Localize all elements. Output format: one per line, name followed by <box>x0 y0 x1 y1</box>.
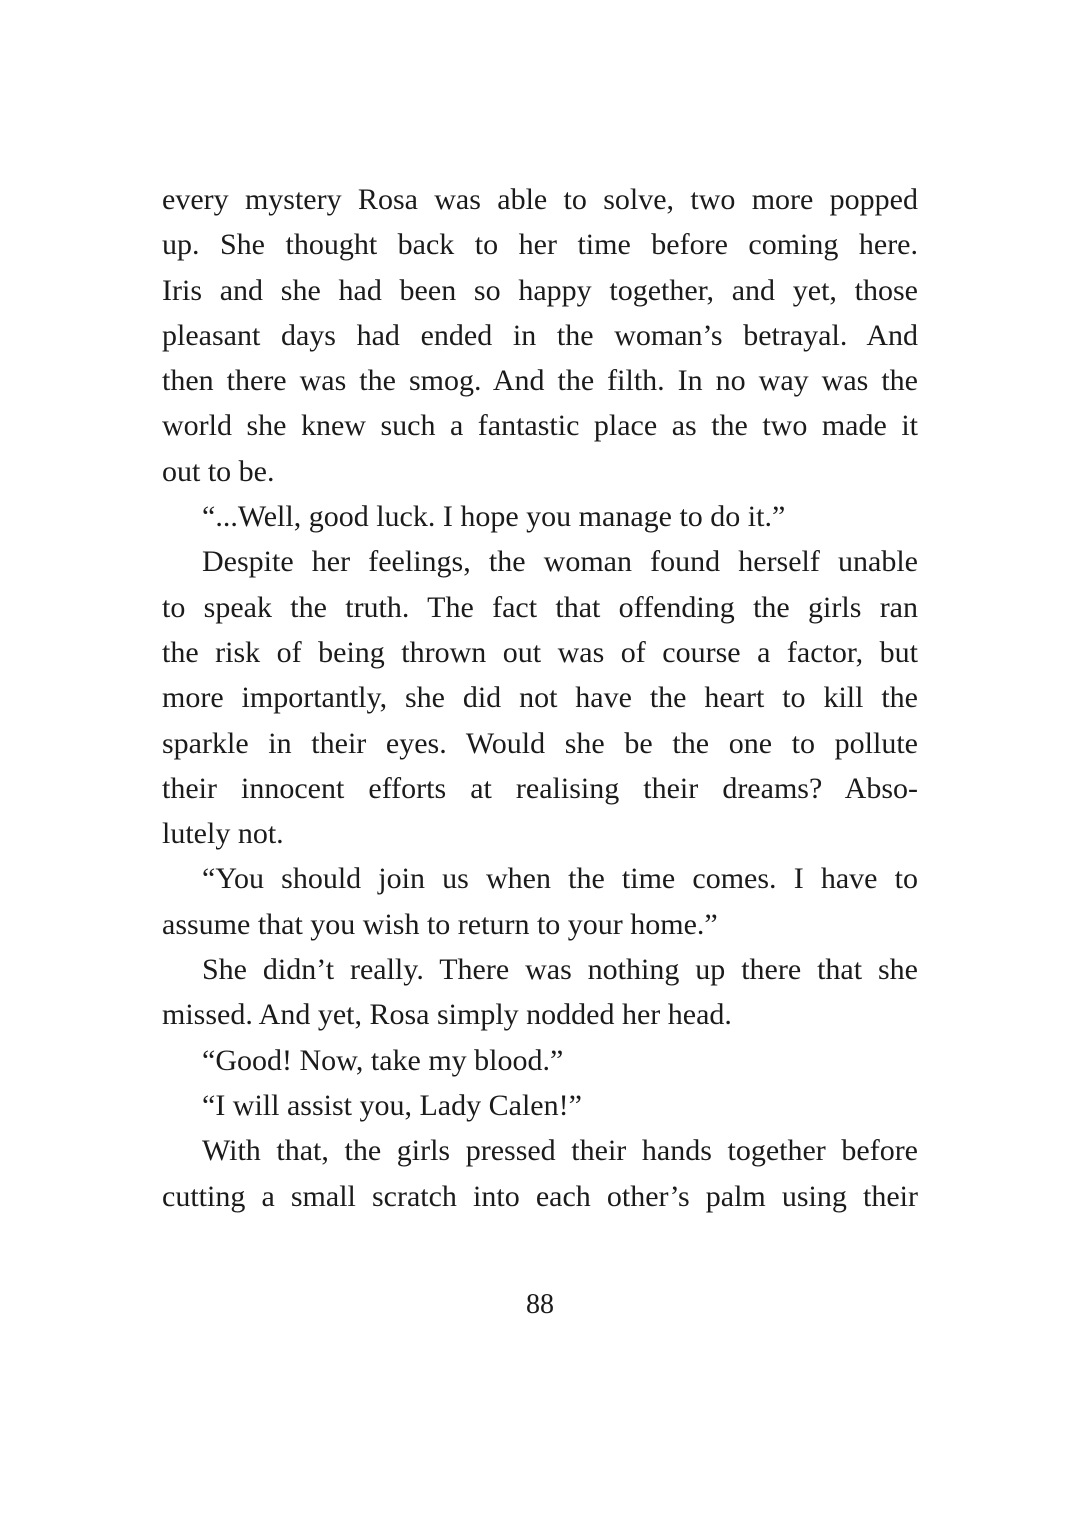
text-line: the risk of being thrown out was of course a factor, but <box>162 635 918 669</box>
text-line: missed. And yet, Rosa simply nodded her head. <box>162 998 732 1032</box>
paragraph-start-line: She didn’t really. There was nothing up there that she <box>202 953 918 987</box>
dialogue-line: “...Well, good luck. I hope you manage to do it.” <box>202 500 786 534</box>
text-line: assume that you wish to return to your home.” <box>162 907 718 941</box>
text-line: cutting a small scratch into each other’s palm using their <box>162 1179 918 1213</box>
text-line: up. She thought back to her time before coming here. <box>162 228 918 262</box>
text-line: more importantly, she did not have the heart to kill the <box>162 681 918 715</box>
dialogue-line: “Good! Now, take my blood.” <box>202 1043 564 1077</box>
text-line: pleasant days had ended in the woman’s betrayal. And <box>162 318 918 352</box>
dialogue-line: “You should join us when the time comes. I have to <box>202 862 918 896</box>
text-line: out to be. <box>162 454 275 488</box>
text-line: their innocent efforts at realising their dreams? Abso- <box>162 771 918 805</box>
text-line: world she knew such a fantastic place as the two made it <box>162 409 918 443</box>
paragraph-start-line: With that, the girls pressed their hands together before <box>202 1134 918 1168</box>
text-line: Iris and she had been so happy together, and yet, those <box>162 273 918 307</box>
text-line: then there was the smog. And the filth. In no way was the <box>162 364 918 398</box>
text-line: to speak the truth. The fact that offending the girls ran <box>162 590 918 624</box>
dialogue-line: “I will assist you, Lady Calen!” <box>202 1088 582 1122</box>
paragraph-start-line: Despite her feelings, the woman found herself unable <box>202 545 918 579</box>
body-text <box>162 177 918 1219</box>
text-line: lutely not. <box>162 817 284 851</box>
text-line: sparkle in their eyes. Would she be the one to pollute <box>162 726 918 760</box>
page-number: 88 <box>526 1289 554 1320</box>
text-line: every mystery Rosa was able to solve, two more popped <box>162 183 918 216</box>
